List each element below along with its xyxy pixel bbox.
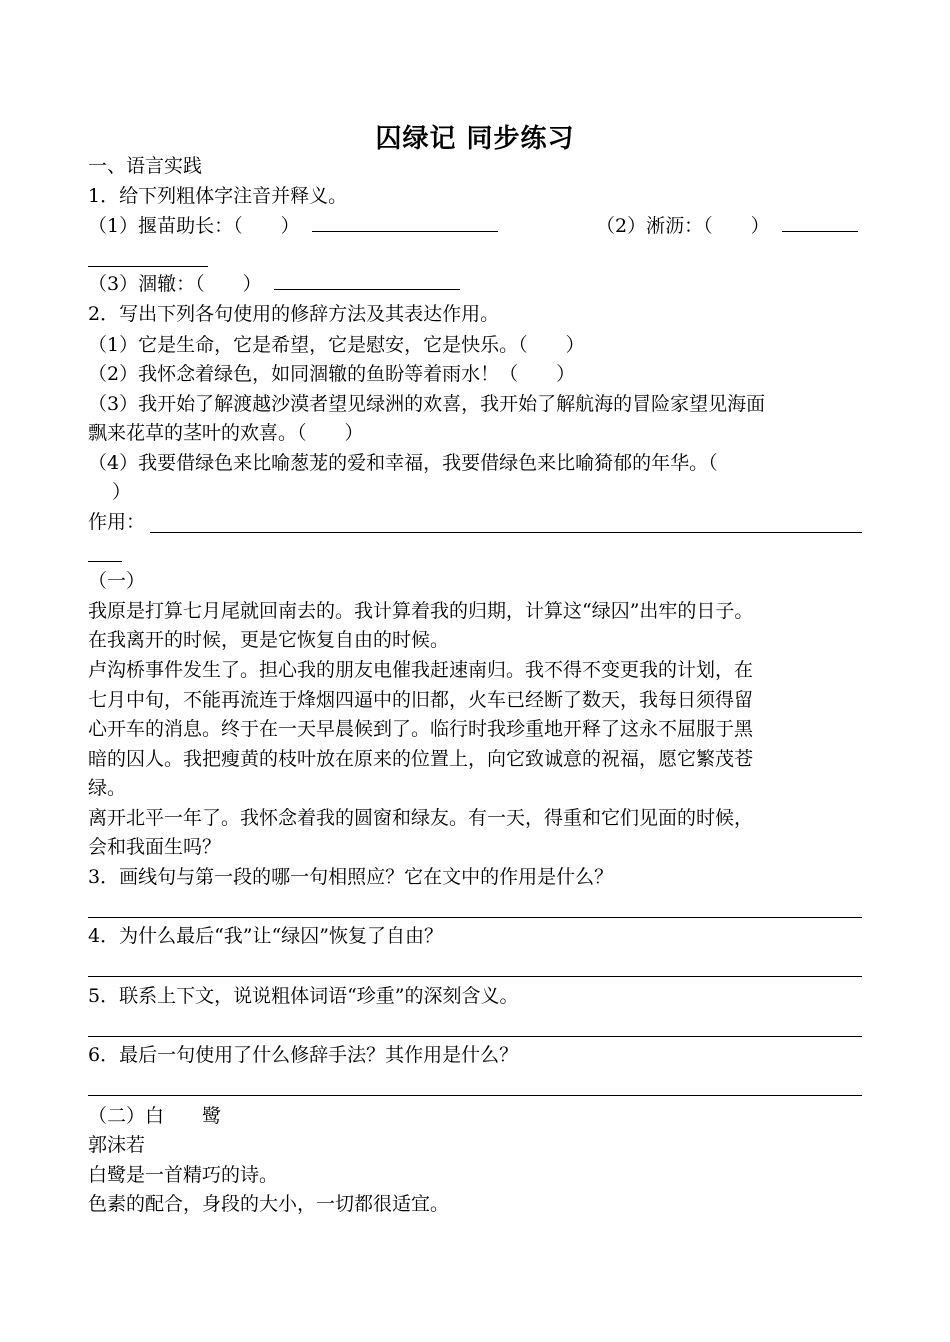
- passage-2-line: 白鹭是一首精巧的诗。: [88, 1164, 279, 1186]
- q1-item-2: [596, 212, 858, 241]
- q1-item-2-text: （2）淅沥：（ ）: [596, 215, 770, 237]
- answer-blank: [312, 213, 498, 232]
- passage-1-line: 绿。: [88, 777, 127, 799]
- section-heading: 一、语言实践: [88, 155, 203, 177]
- answer-line: [88, 917, 862, 918]
- q2-sentence-4-line-1: （4）我要借绿色来比喻葱茏的爱和幸福，我要借绿色来比喻猗郁的年华。（: [88, 452, 718, 474]
- passage-2-line: 色素的配合，身段的大小，一切都很适宜。: [88, 1193, 450, 1215]
- answer-blank-continued: [88, 266, 208, 267]
- question-6: 6．最后一句使用了什么修辞手法？其作用是什么？: [88, 1044, 519, 1066]
- passage-1-line: 我原是打算七月尾就回南去的。我计算着我的归期，计算这“绿囚”出牢的日子。: [88, 600, 754, 622]
- passage-1-label: （一）: [88, 570, 146, 592]
- passage-2-author: 郭沫若: [88, 1134, 146, 1156]
- q1-item-3: [88, 270, 460, 299]
- question-5: 5．联系上下文，说说粗体词语“珍重”的深刻含义。: [88, 985, 519, 1007]
- question-3: 3．画线句与第一段的哪一句相照应？它在文中的作用是什么？: [88, 866, 614, 888]
- passage-1-line: 暗的囚人。我把瘦黄的枝叶放在原来的位置上，向它致诚意的祝福，愿它繁茂苍: [88, 748, 754, 770]
- answer-line-continued: [88, 561, 122, 562]
- passage-1-line: 在我离开的时候，更是它恢复自由的时候。: [88, 629, 450, 651]
- q2-sentence-2: （2）我怀念着绿色，如同涸辙的鱼盼等着雨水！（ ）: [88, 363, 576, 385]
- answer-blank: [274, 271, 460, 290]
- answer-line: [88, 976, 862, 977]
- question-4: 4．为什么最后“我”让“绿囚”恢复了自由？: [88, 925, 443, 947]
- q2-sentence-1: （1）它是生命，它是希望，它是慰安，它是快乐。（ ）: [88, 334, 585, 356]
- passage-1-line: 卢沟桥事件发生了。担心我的朋友电催我赶速南归。我不得不变更我的计划，在: [88, 659, 754, 681]
- answer-line: [150, 532, 862, 533]
- answer-line: [88, 1095, 862, 1096]
- passage-1-line: 离开北平一年了。我怀念着我的圆窗和绿友。有一天，得重和它们见面的时候，: [88, 807, 754, 829]
- passage-1-line: 七月中旬，不能再流连于烽烟四逼中的旧都，火车已经断了数天，我每日须得留: [88, 689, 754, 711]
- question-1-stem: 1．给下列粗体字注音并释义。: [88, 185, 348, 207]
- question-2-stem: 2．写出下列各句使用的修辞方法及其表达作用。: [88, 303, 500, 325]
- page-title: 囚绿记 同步练习: [375, 124, 575, 154]
- passage-2-title: （二）白 鹭: [88, 1105, 222, 1127]
- q1-item-3-text: （3）涸辙：（ ）: [88, 273, 262, 295]
- effect-label: 作用：: [88, 511, 146, 533]
- q1-item-1-text: （1）揠苗助长：（ ）: [88, 215, 300, 237]
- q2-sentence-3-line-2: 飘来花草的茎叶的欢喜。（ ）: [88, 422, 364, 444]
- passage-1-line: 心开车的消息。终于在一天早晨候到了。临行时我珍重地开释了这永不屈服于黑: [88, 718, 754, 740]
- q2-sentence-4-line-2: ）: [112, 481, 132, 503]
- q2-sentence-3-line-1: （3）我开始了解渡越沙漠者望见绿洲的欢喜，我开始了解航海的冒险家望见海面: [88, 393, 766, 415]
- q1-item-1: [88, 212, 498, 241]
- answer-line: [88, 1036, 862, 1037]
- passage-1-line: 会和我面生吗？: [88, 836, 222, 858]
- answer-blank: [782, 213, 858, 232]
